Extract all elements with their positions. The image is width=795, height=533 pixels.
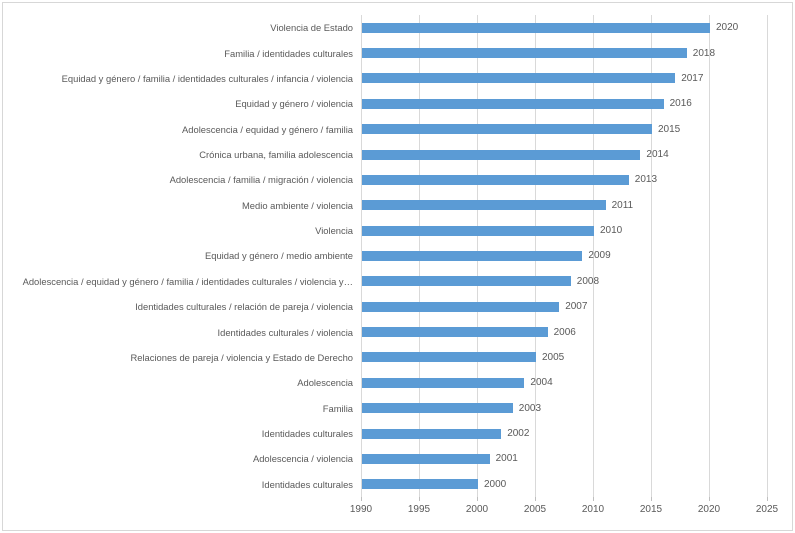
bar	[362, 302, 559, 312]
x-tick-label-1990: 1990	[349, 504, 373, 515]
category-label: Familia	[322, 402, 353, 414]
x-tick-label-2020: 2020	[697, 504, 721, 515]
category-label: Identidades culturales	[261, 428, 353, 440]
bar-data-label: 2008	[576, 275, 600, 287]
tick-2010	[593, 497, 594, 501]
category-label: Equidad y género / familia / identidades culturales / infancia / violencia	[61, 72, 353, 84]
bar-data-label: 2018	[692, 47, 716, 59]
bar-data-label: 2010	[600, 225, 623, 237]
x-tick-label-2015: 2015	[639, 504, 663, 515]
tick-2015	[651, 497, 652, 501]
tick-2000	[477, 497, 478, 501]
bar	[362, 73, 675, 83]
bar	[362, 48, 687, 58]
x-tick-label-2010: 2010	[581, 504, 605, 515]
bar	[362, 175, 629, 185]
tick-1990	[361, 497, 362, 501]
bar	[362, 454, 490, 464]
x-tick-label-1995: 1995	[407, 504, 431, 515]
bar	[362, 150, 640, 160]
bar-data-label: 2011	[611, 199, 634, 211]
gridline-2025	[767, 15, 768, 497]
category-label: Adolescencia / violencia	[252, 453, 353, 465]
category-label: Identidades culturales / violencia	[217, 326, 353, 338]
bar-data-label: 2005	[542, 351, 565, 363]
bar-data-label: 2003	[518, 402, 542, 414]
bar-data-label: 2004	[530, 377, 553, 389]
bar	[362, 352, 536, 362]
bar	[362, 276, 571, 286]
bar	[362, 200, 606, 210]
bar	[362, 327, 548, 337]
category-label: Adolescencia / familia / migración / violencia	[169, 174, 353, 186]
bar-data-label: 2006	[553, 326, 576, 338]
bar-data-label: 2014	[646, 149, 669, 160]
category-label: Equidad y género / medio ambiente	[204, 250, 353, 262]
bar-data-label: 2009	[588, 250, 611, 262]
bar	[362, 226, 594, 236]
gridline-2015	[651, 15, 652, 497]
category-label: Identidades culturales	[261, 478, 353, 490]
category-label: Familia / identidades culturales	[224, 47, 353, 59]
tick-2005	[535, 497, 536, 501]
bar	[362, 23, 710, 33]
x-tick-label-2025: 2025	[755, 504, 779, 515]
category-label: Relaciones de pareja / violencia y Estado de Derecho	[130, 351, 353, 363]
bar	[362, 403, 513, 413]
category-label: Adolescencia	[297, 377, 353, 389]
bar-data-label: 2020	[716, 22, 739, 34]
bar-data-label: 2002	[507, 428, 530, 440]
tick-1995	[419, 497, 420, 501]
bar-data-label: 2017	[681, 72, 704, 84]
category-label: Equidad y género / violencia	[235, 98, 353, 110]
bar	[362, 124, 652, 134]
bar	[362, 378, 524, 388]
x-tick-label-2000: 2000	[465, 504, 489, 515]
bar-data-label: 2007	[565, 301, 588, 313]
bar-data-label: 2013	[634, 174, 658, 186]
tick-2020	[709, 497, 710, 501]
category-label: Violencia	[315, 225, 353, 237]
bar	[362, 99, 664, 109]
bar-data-label: 2001	[495, 453, 518, 465]
category-label: Violencia de Estado	[270, 22, 353, 34]
gridline-2020	[709, 15, 710, 497]
bar	[362, 429, 501, 439]
x-tick-label-2005: 2005	[523, 504, 547, 515]
category-label: Medio ambiente / violencia	[242, 199, 353, 211]
category-label: Crónica urbana, familia adolescencia	[199, 149, 353, 160]
bar	[362, 251, 582, 261]
bar-data-label: 2000	[484, 478, 507, 490]
bar-data-label: 2015	[658, 123, 681, 135]
category-label: Identidades culturales / relación de pareja / violencia	[135, 301, 353, 313]
bar-data-label: 2016	[669, 98, 692, 110]
category-label: Adolescencia / equidad y género / familia	[182, 123, 353, 135]
category-label: Adolescencia / equidad y género / familia / identidades culturales / violencia y…	[22, 275, 353, 287]
tick-2025	[767, 497, 768, 501]
bar	[362, 479, 478, 489]
